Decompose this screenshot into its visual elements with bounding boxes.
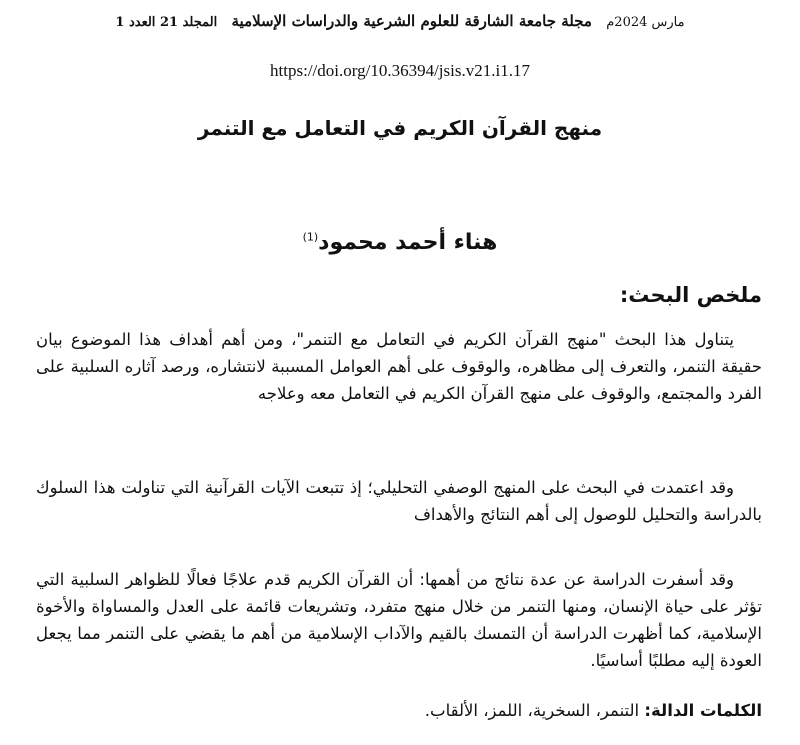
keywords-label: الكلمات الدالة: (644, 701, 762, 720)
author-name: هناء أحمد محمود (318, 230, 498, 255)
journal-name: مجلة جامعة الشارقة للعلوم الشرعية والدراسات الإسلامية (231, 12, 592, 30)
doi-link[interactable]: https://doi.org/10.36394/jsis.v21.i1.17 (270, 61, 530, 80)
author-footnote-marker[interactable]: (1) (302, 230, 319, 244)
keywords-text: التنمر، السخرية، اللمز، الألقاب. (424, 701, 640, 720)
paper-title: منهج القرآن الكريم في التعامل مع التنمر (197, 116, 603, 140)
author-line (0, 230, 800, 255)
keywords-line (36, 697, 762, 724)
abstract-paragraph: وقد أسفرت الدراسة عن عدة نتائج من أهمها: أن القرآن الكريم قدم علاجًا فعالًا للظواهر السلبية التي تؤثر على حياة الإنسان، ومنها التنمر من خلال منهج متفرد، وتشريعات قائمة على العدل والمساواة والأخوة الإسلامية، كما أظهرت الدراسة أن التمسك بالقيم والآداب الإسلامية من أهم ما يقضي على التنمر مما يجعل العودة إليه مطلبًا أساسيًا. (36, 570, 762, 670)
issue-date: مارس 2024م (606, 15, 685, 30)
journal-header (0, 11, 800, 33)
volume-issue: المجلد 21 العدد 1 (115, 15, 218, 30)
abstract-heading: ملخص البحث: (619, 283, 762, 307)
abstract-paragraph: وقد اعتمدت في البحث على المنهج الوصفي التحليلي؛ إذ تتبعت الآيات القرآنية التي تناولت هذا السلوك بالدراسة والتحليل للوصول إلى أهم النتائج والأهداف (36, 478, 762, 524)
abstract-paragraph: يتناول هذا البحث "منهج القرآن الكريم في التعامل مع التنمر"، ومن أهم أهداف هذا الموضوع بيان حقيقة التنمر، والتعرف إلى مظاهره، والوقوف على أهم العوامل المسببة لانتشاره، ورصد آثاره السلبية على الفرد والمجتمع، والوقوف على منهج القرآن الكريم في التعامل معه وعلاجه (36, 330, 762, 403)
